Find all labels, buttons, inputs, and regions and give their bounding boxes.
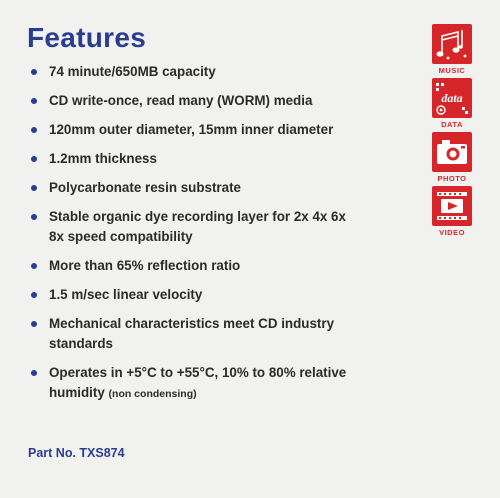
bullet-icon bbox=[31, 321, 37, 327]
feature-text-continued: 8x speed compatibility bbox=[49, 229, 193, 244]
bullet-icon bbox=[31, 370, 37, 376]
list-item bbox=[30, 314, 425, 354]
photo-label: PHOTO bbox=[437, 174, 467, 183]
feature-note: (non condensing) bbox=[108, 388, 197, 400]
feature-text: 120mm outer diameter, 15mm inner diameter bbox=[49, 122, 334, 137]
music-label: MUSIC bbox=[438, 66, 466, 75]
bullet-icon bbox=[31, 156, 37, 162]
music-icon bbox=[432, 24, 472, 64]
list-item bbox=[30, 149, 425, 169]
feature-text: Stable organic dye recording layer for 2x 4x 6x bbox=[49, 209, 346, 224]
photo-icon bbox=[432, 132, 472, 172]
video-icon bbox=[432, 186, 472, 226]
feature-text: 1.2mm thickness bbox=[49, 151, 157, 166]
data-icon-text: data bbox=[441, 91, 463, 105]
bullet-icon bbox=[31, 185, 37, 191]
list-item bbox=[30, 62, 425, 82]
feature-text: 74 minute/650MB capacity bbox=[49, 64, 216, 79]
bullet-icon bbox=[31, 69, 37, 75]
bullet-icon bbox=[31, 292, 37, 298]
feature-text-continued: humidity bbox=[49, 385, 105, 400]
data-icon bbox=[432, 78, 472, 118]
part-number: Part No. TXS874 bbox=[28, 446, 125, 460]
list-item bbox=[30, 178, 425, 198]
feature-text: Mechanical characteristics meet CD industry bbox=[49, 316, 335, 331]
feature-list bbox=[30, 62, 425, 413]
list-item bbox=[30, 120, 425, 140]
bullet-icon bbox=[31, 263, 37, 269]
list-item bbox=[30, 363, 425, 404]
feature-text: More than 65% reflection ratio bbox=[49, 258, 241, 273]
video-label: VIDEO bbox=[439, 228, 465, 237]
data-label: DATA bbox=[441, 120, 463, 129]
bullet-icon bbox=[31, 127, 37, 133]
feature-text: 1.5 m/sec linear velocity bbox=[49, 287, 203, 302]
bullet-icon bbox=[31, 214, 37, 220]
feature-text: Operates in +5°C to +55°C, 10% to 80% relative bbox=[49, 365, 347, 380]
list-item bbox=[30, 207, 425, 247]
feature-text: Polycarbonate resin substrate bbox=[49, 180, 242, 195]
list-item bbox=[30, 91, 425, 111]
bullet-icon bbox=[31, 98, 37, 104]
page-title: Features bbox=[27, 22, 147, 53]
list-item bbox=[30, 256, 425, 276]
list-item bbox=[30, 285, 425, 305]
feature-text-continued: standards bbox=[49, 336, 113, 351]
feature-text: CD write-once, read many (WORM) media bbox=[49, 93, 313, 108]
